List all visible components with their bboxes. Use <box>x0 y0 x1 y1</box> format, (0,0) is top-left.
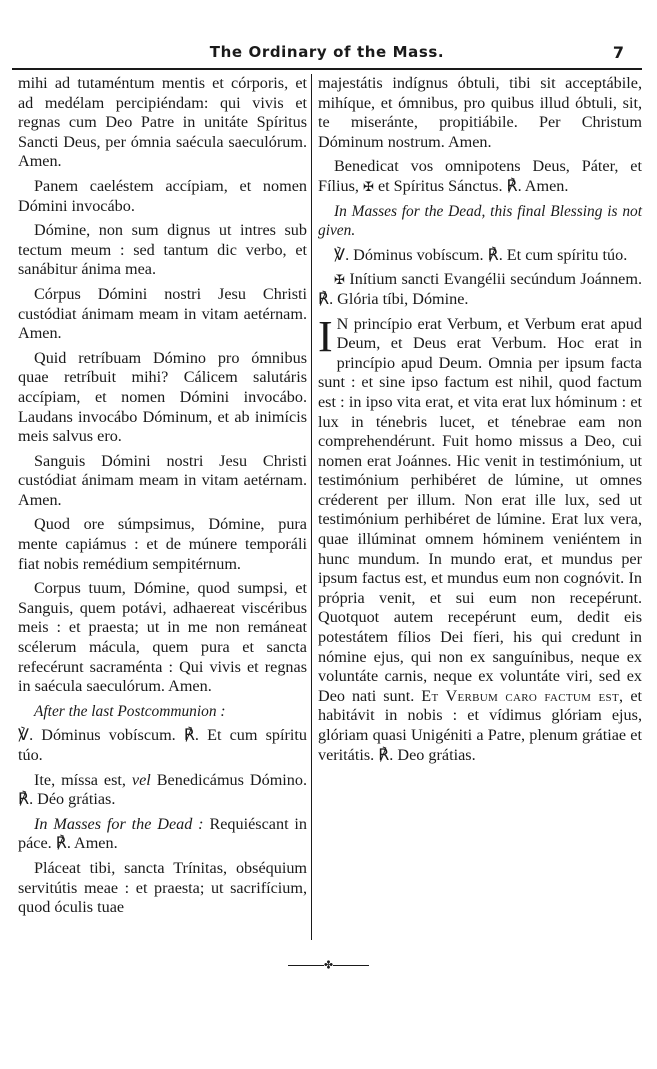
initium-text: Inítium sancti Evangélii secúndum Joánnem. ℟. Glória tíbi, Dómine. <box>318 270 642 308</box>
ornament-line-left <box>288 965 324 966</box>
rubric-masses-dead: In Masses for the Dead : <box>34 814 204 833</box>
page-header <box>12 40 642 66</box>
ite-missa-text: Ite, míssa est, <box>34 770 126 789</box>
left-paragraph-5: Quid retríbuam Dómino pro ómnibus quae retríbuit mihi? Cálicem salutáris accípiam, et nomen Dómini invocábo. Laudans invocábo Dóminum, et ab inimícis meis salvus ero. <box>18 348 307 446</box>
left-paragraph-1: mihi ad tutaméntum mentis et córporis, et ad medélam percipiéndam: qui vivis et regnas cum Deo Patre in unitáte Spíritus Sancti Deus, per ómnia saécula saeculórum. Amen. <box>18 74 307 171</box>
benedicamus-text: Benedicámus Dómino. ℟. Déo grátias. <box>18 770 308 809</box>
right-paragraph-benedicat <box>318 157 642 196</box>
left-paragraph-placeat: Pláceat tibi, sancta Trínitas, obséquium servitútis meae : et praesta; ut sacrifícium, quod óculis tuae <box>18 858 307 917</box>
left-paragraph-ite-missa-est <box>18 771 307 810</box>
left-column <box>18 74 307 918</box>
page-number: 7 <box>612 43 624 62</box>
tailpiece-ornament <box>0 958 657 972</box>
cross-icon: ✠ <box>334 272 345 288</box>
right-paragraph-1: majestátis indígnus óbtuli, tibi sit acceptábile, mihíque, et ómnibus, pro quibus illud óbtuli, sit, te miseránte, propitiábile. Per Christum Dóminum nostrum. Amen. <box>318 74 642 151</box>
gospel-text-b: et habitávit in nobis : et vídimus glóriam ejus, glóriam quasi Unigéniti a Patre, plenum grátiae et veritátis. ℟. Deo grátias. <box>318 686 643 764</box>
header-rule <box>12 68 642 70</box>
right-paragraph-dominus-vobiscum: ℣. Dóminus vobíscum. ℟. Et cum spíritu túo. <box>334 245 628 264</box>
left-paragraph-8: Corpus tuum, Dómine, quod sumpsi, et Sanguis, quem potávi, adhaereat viscéribus meis : et praesta; ut in me non remáneat scélerum mácula, quem pura et sancta refecérunt sacraménta : Qui vivis et regnas in saécula saeculórum. Amen. <box>18 579 307 696</box>
left-paragraph-3: Dómine, non sum dignus ut intres sub tectum meum : sed tantum dic verbo, et sanábitur ánima mea. <box>18 221 307 279</box>
requiescant-text: Requiéscant in páce. ℟. Amen. <box>18 814 308 853</box>
left-paragraph-masses-dead <box>18 815 307 854</box>
left-paragraph-dominus-vobiscum: ℣. Dóminus vobíscum. ℟. Et cum spíritu túo. <box>18 726 307 764</box>
drop-cap: I <box>318 311 333 361</box>
rubric-final-blessing: In Masses for the Dead, this final Blessing is not given. <box>318 202 642 240</box>
gospel-text-a: N princípio erat Verbum, et Verbum erat apud Deum, et Deus erat Verbum. Hoc erat in princípio apud Deum. Omnia per ipsum facta sunt : et sine ipso factum est nihil, quod factum est : in ipso vita erat, et vita erat lux hóminum : et lux in ténebris lucet, et ténebrae eam non comprehendérunt. Fuit homo missus a Deo, cui nomen erat Joánnes. Hic venit in testimónium, ut testimónium perhibéret de lúmine, ut omnes créderent per illum. Non erat ille lux, sed ut testimónium perhibéret de lúmine. Erat lux vera, quae illúminat omnem hóminem veniéntem in hunc mundum. In mundo erat, et mundus per ipsum factus est, et mundus eum non cognóvit. In própria venit, et sui eum non recepérunt. Quotquot autem recepérunt eum, dedit eis potestátem fílios Dei fíeri, his qui credunt in nómine ejus, qui non ex sanguínibus, neque ex voluntáte carnis, neque ex voluntáte viri, sed ex Deo nati sunt. <box>318 314 642 705</box>
rubric-after-postcommunion: After the last Postcommunion : <box>34 702 226 720</box>
cross-icon: ✠ <box>362 178 374 194</box>
left-paragraph-4: Córpus Dómini nostri Jesu Christi custódiat ánimam meam in vitam aetérnam. Amen. <box>18 284 307 343</box>
column-divider <box>311 74 312 940</box>
verbum-caro-text: Et Verbum caro factum est, <box>421 686 624 705</box>
right-column <box>318 74 642 765</box>
left-paragraph-6: Sanguis Dómini nostri Jesu Christi custódiat ánimam meam in vitam aetérnam. Amen. <box>18 451 307 509</box>
left-paragraph-2: Panem caeléstem accípiam, et nomen Dómini invocábo. <box>18 176 307 215</box>
vel-word: vel <box>131 770 151 789</box>
running-title: The Ordinary of the Mass. <box>209 43 445 61</box>
ornament-line-right <box>333 965 369 966</box>
left-paragraph-7: Quod ore súmpsimus, Dómine, pura mente capiámus : et de múnere temporáli fiat nobis remédium sempitérnum. <box>18 515 307 573</box>
ornament-knot-icon: ✤ <box>323 958 334 972</box>
benedicat-text-a: Benedicat vos omnipotens Deus, Páter, et Fílius, <box>318 157 642 195</box>
right-paragraph-gospel <box>318 311 643 766</box>
benedicat-text-b: et Spíritus Sánctus. ℟. Amen. <box>377 176 569 195</box>
right-paragraph-initium <box>318 270 642 309</box>
